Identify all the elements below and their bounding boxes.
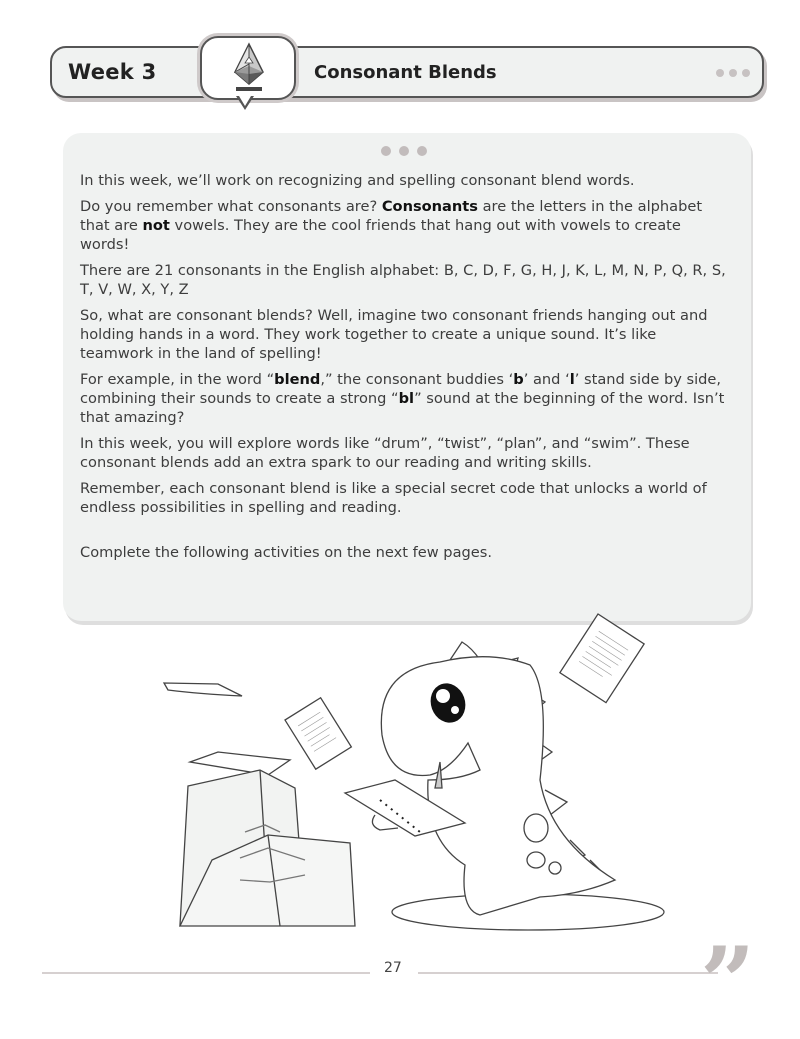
card-dots-icon <box>381 146 427 156</box>
quote-mark-icon: ” <box>700 926 756 1039</box>
footer-divider <box>42 972 370 974</box>
paper-stack-icon <box>180 752 355 926</box>
paper-icon <box>164 683 242 696</box>
week-header-bar <box>50 46 764 98</box>
paper-icon <box>560 614 644 703</box>
paragraph-alphabet: There are 21 consonants in the English alphabet: B, C, D, F, G, H, J, K, L, M, N, P, Q, R, S, T, V, W, X, Y, Z <box>80 262 726 298</box>
paragraph-instructions: Complete the following activities on the next few pages. <box>80 544 492 561</box>
paragraph-blends: So, what are consonant blends? Well, imagine two consonant friends hanging out and holding hands in a word. They work together to create a unique sound. It’s like teamwork in the land of spelling! <box>80 307 708 362</box>
dinosaur-illustration <box>150 610 670 940</box>
paper-icon <box>285 698 351 769</box>
header-dots-icon <box>716 69 750 77</box>
week-label: Week 3 <box>68 60 157 84</box>
paragraph-example: For example, in the word “blend,” the consonant buddies ‘b’ and ‘l’ stand side by side, combining their sounds to create a strong “bl” sound at the beginning of the word. Isn’t that amazing? <box>80 371 725 426</box>
paragraph-consonants: Do you remember what consonants are? Consonants are the letters in the alphabet that are not vowels. They are the cool friends that hang out with vowels to create words! <box>80 198 703 253</box>
intro-text <box>80 171 730 569</box>
footer-divider <box>418 972 718 974</box>
page-number: 27 <box>384 960 402 976</box>
fountain-pen-nib-icon <box>227 42 271 96</box>
paragraph-intro: In this week, we’ll work on recognizing and spelling consonant blend words. <box>80 172 635 189</box>
intro-card <box>63 133 751 621</box>
speech-bubble <box>200 36 296 100</box>
paragraph-remember: Remember, each consonant blend is like a special secret code that unlocks a world of endless possibilities in spelling and reading. <box>80 480 707 516</box>
paragraph-explore: In this week, you will explore words like “drum”, “twist”, “plan”, and “swim”. These consonant blends add an extra spark to our reading and writing skills. <box>80 435 690 471</box>
page-title: Consonant Blends <box>314 62 497 83</box>
